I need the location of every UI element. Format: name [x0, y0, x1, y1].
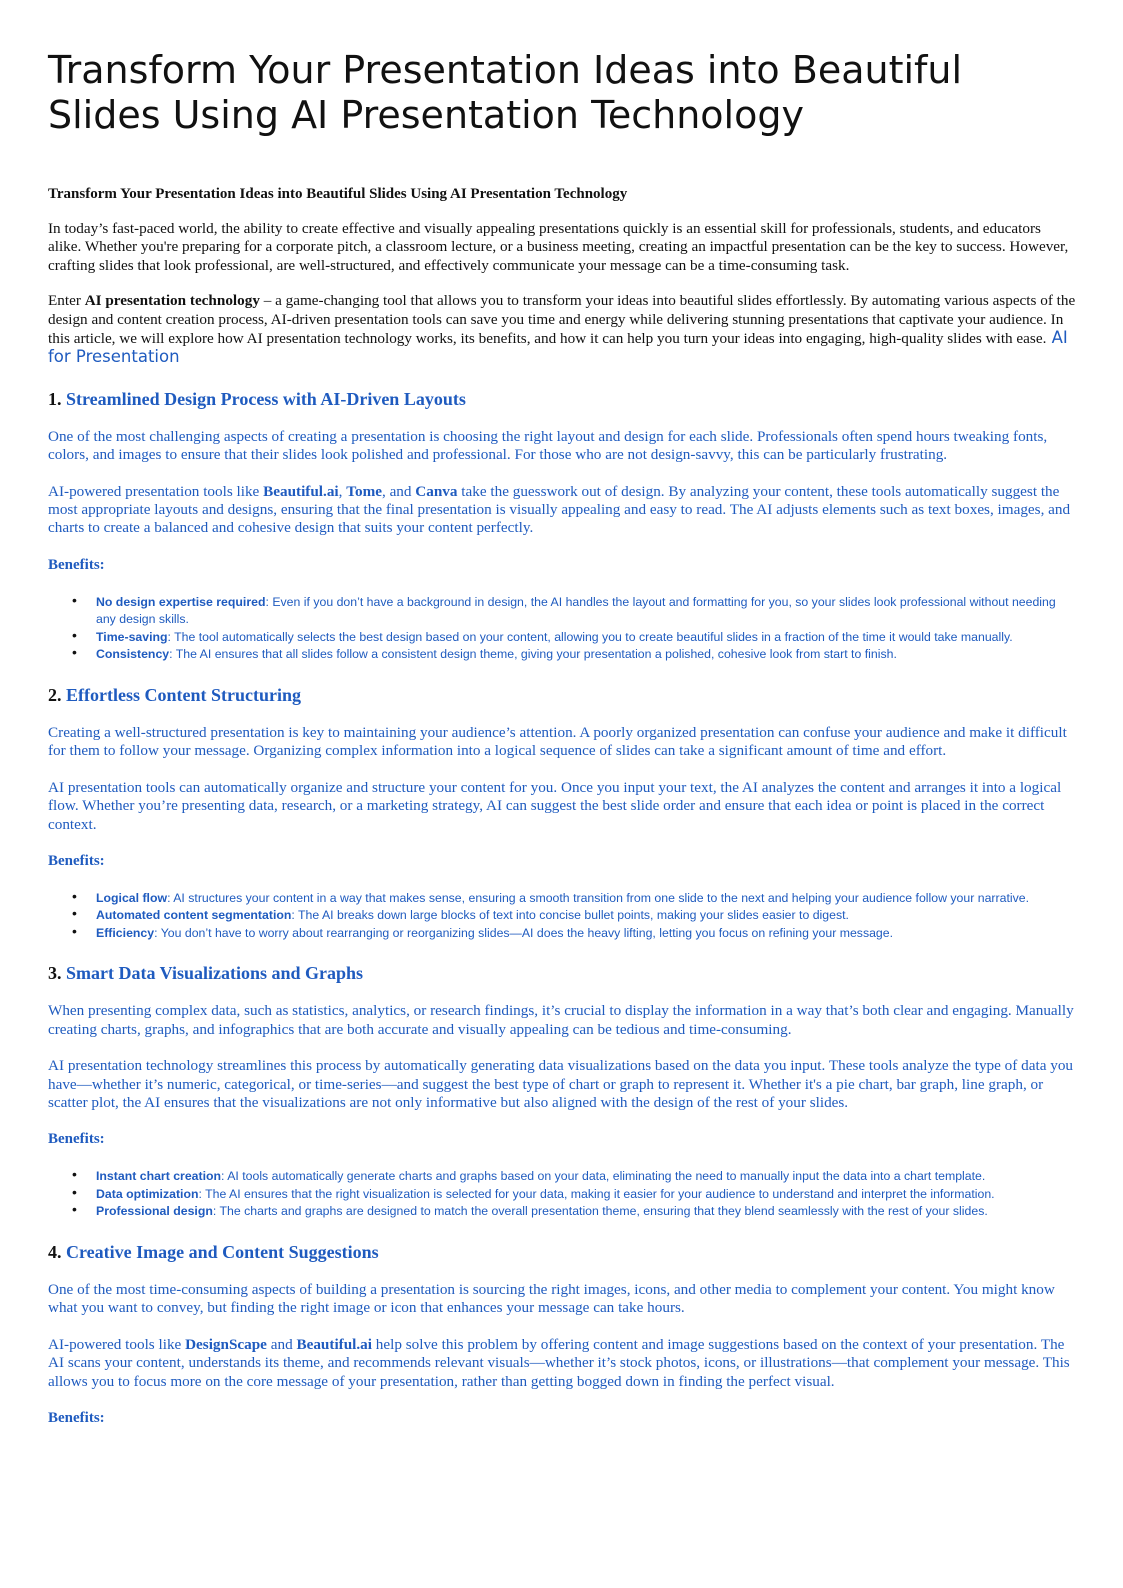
list-item: • Logical flow: AI structures your content in a way that makes sense, ensuring a smooth transition from one slide to the next and helping your audience follow your narrative.	[96, 890, 1078, 908]
ai-for-presentation-link[interactable]: AI for Presentation	[48, 328, 1068, 367]
list-item: • Instant chart creation: AI tools automatically generate charts and graphs based on your data, eliminating the need to manually input the data into a chart template.	[96, 1168, 1078, 1186]
document-subtitle: Transform Your Presentation Ideas into Beautiful Slides Using AI Presentation Technology	[48, 186, 628, 202]
list-item: • Professional design: The charts and graphs are designed to match the overall presentation theme, ensuring that they blend seamlessly with the rest of your slides.	[96, 1203, 1078, 1221]
list-item: • Efficiency: You don’t have to worry about rearranging or reorganizing slides—AI does the heavy lifting, letting you focus on refining your message.	[96, 925, 1078, 943]
section-1-benefits-label: Benefits:	[48, 556, 105, 573]
section-4-paragraph-2: AI-powered tools like DesignScape and Beautiful.ai help solve this problem by offering content and image suggestions based on the context of your presentation. The AI scans your content, understands its theme, and recommends relevant visuals—whether it’s stock photos, icons, or illustrations—that complement your message. This allows you to focus more on the core message of your presentation, rather than getting bogged down in finding the perfect visual.	[48, 1335, 1070, 1390]
section-3-benefits-label: Benefits:	[48, 1131, 105, 1148]
list-item: • Automated content segmentation: The AI breaks down large blocks of text into concise bullet points, making your slides easier to digest.	[96, 907, 1078, 925]
section-1-paragraph-2: AI-powered presentation tools like Beautiful.ai, Tome, and Canva take the guesswork out of design. By analyzing your content, these tools automatically suggest the most appropriate layouts and designs, ensuring that the final presentation is visually appealing and easy to read. The AI adjusts elements such as text boxes, images, and charts to create a balanced and cohesive design that suits your content perfectly.	[48, 482, 1071, 537]
section-1-benefits-list	[48, 594, 1078, 664]
list-item: • Data optimization: The AI ensures that the right visualization is selected for your data, making it easier for your audience to understand and interpret the information.	[96, 1186, 1078, 1204]
section-4-heading: 4. Creative Image and Content Suggestions	[48, 1241, 379, 1262]
document-title: Transform Your Presentation Ideas into Beautiful Slides Using AI Presentation Technology	[48, 48, 963, 137]
section-2-paragraph-2: AI presentation tools can automatically organize and structure your content for you. Once you input your text, the AI analyzes the content and arranges it into a logical flow. Whether you’re presenting data, research, or a marketing strategy, AI can suggest the best slide order and ensure that each idea or point is placed in the correct context.	[48, 778, 1062, 833]
list-item: • Consistency: The AI ensures that all slides follow a consistent design theme, giving your presentation a polished, cohesive look from start to finish.	[96, 646, 1078, 664]
section-3-heading: 3. Smart Data Visualizations and Graphs	[48, 963, 364, 984]
emphasis: AI presentation technology	[84, 292, 260, 310]
section-2-paragraph-1: Creating a well-structured presentation is key to maintaining your audience’s attention. A poorly organized presentation can confuse your audience and make it difficult for them to follow your message. Organizing complex information into a logical sequence of slides can take a significant amount of time and effort.	[48, 723, 1067, 760]
list-item: • No design expertise required: Even if you don’t have a background in design, the AI handles the layout and formatting for you, so your slides look professional without needing any design skills.	[96, 594, 1078, 629]
document-page	[48, 0, 1078, 1427]
intro-paragraph-2: Enter AI presentation technology – a game-changing tool that allows you to transform your ideas into beautiful slides effortlessly. By automating various aspects of the design and content creation process, AI-driven presentation tools can save you time and energy while delivering stunning presentations that captivate your audience. In this article, we will explore how AI presentation technology works, its benefits, and how it can help you turn your ideas into engaging, high-quality slides with ease. AI for Presentation	[48, 292, 1076, 367]
section-1-paragraph-1: One of the most challenging aspects of creating a presentation is choosing the right layout and design for each slide. Professionals often spend hours tweaking fonts, colors, and images to ensure that their slides look polished and professional. For those who are not design-savvy, this can be particularly frustrating.	[48, 427, 1048, 464]
section-4-paragraph-1: One of the most time-consuming aspects of building a presentation is sourcing the right images, icons, and other media to complement your content. You might know what you want to convey, but finding the right image or icon that enhances your message can take hours.	[48, 1280, 1055, 1317]
section-2-heading: 2. Effortless Content Structuring	[48, 684, 301, 705]
section-2-benefits-list	[48, 890, 1078, 943]
section-1-heading: 1. Streamlined Design Process with AI-Driven Layouts	[48, 388, 466, 409]
section-3-paragraph-1: When presenting complex data, such as statistics, analytics, or research findings, it’s crucial to display the information in a way that’s both clear and engaging. Manually creating charts, graphs, and infographics that are both accurate and visually appealing can be tedious and time-consuming.	[48, 1002, 1074, 1038]
section-2-benefits-label: Benefits:	[48, 852, 105, 869]
section-3-benefits-list	[48, 1168, 1078, 1221]
intro-paragraph-1: In today’s fast-paced world, the ability to create effective and visually appealing presentations quickly is an essential skill for professionals, students, and educators alike. Whether you're preparing for a corporate pitch, a classroom lecture, or a business meeting, creating an impactful presentation can be the key to success. However, crafting slides that look professional, are well-structured, and effectively communicate your message can be a time-consuming task.	[48, 220, 1069, 274]
section-4-benefits-label: Benefits:	[48, 1409, 105, 1426]
list-item: • Time-saving: The tool automatically selects the best design based on your content, allowing you to create beautiful slides in a fraction of the time it would take manually.	[96, 629, 1078, 647]
section-3-paragraph-2: AI presentation technology streamlines this process by automatically generating data visualizations based on the data you input. These tools analyze the type of data you have—whether it’s numeric, categorical, or time-series—and suggest the best type of chart or graph to represent it. Whether it's a pie chart, bar graph, line graph, or scatter plot, the AI ensures that the visualizations are not only informative but also aligned with the design of the rest of your slides.	[48, 1057, 1074, 1112]
